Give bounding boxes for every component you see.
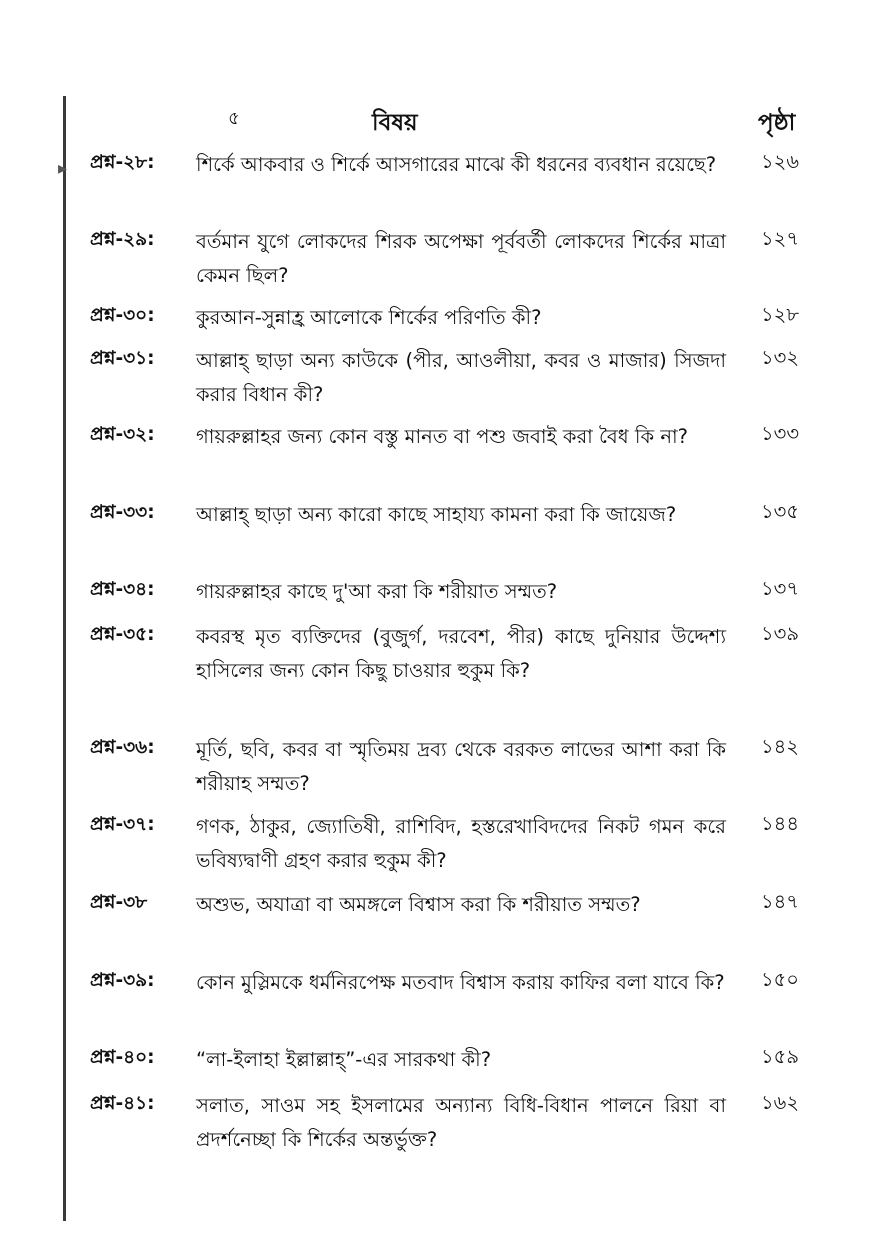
page-number: ১৩২ <box>760 346 799 369</box>
toc-header <box>0 98 870 148</box>
question-text: গায়রুল্লাহর জন্য কোন বস্তু মানত বা পশু জবাই করা বৈধ কি না? <box>196 425 688 448</box>
question-text: অশুভ, অযাত্রা বা অমঙ্গলে বিশ্বাস করা কি শরীয়াত সম্মত? <box>196 893 641 916</box>
page-number: ১২৮ <box>761 303 799 326</box>
page-number: ১৬২ <box>760 1091 799 1114</box>
subject-column-heading: বিষয় <box>372 110 418 136</box>
question-number: প্রশ্ন-২৮: <box>90 152 155 173</box>
question-number: প্রশ্ন-৪০: <box>90 1047 155 1068</box>
question-number: প্রশ্ন-৩২: <box>90 424 155 445</box>
question-text: আল্লাহ্ ছাড়া অন্য কারো কাছে সাহায্য কামনা করা কি জায়েজ? <box>196 503 677 526</box>
question-number: প্রশ্ন-৩৮ <box>90 892 148 913</box>
page-number: ১৩৩ <box>760 422 799 445</box>
question-number: প্রশ্ন-৩৩: <box>90 502 155 523</box>
page-number: ১৩৫ <box>761 500 799 523</box>
question-text: কুরআন-সুন্নাহ্র আলোকে শির্কের পরিণতি কী? <box>196 306 542 329</box>
page-column-heading: পৃষ্ঠা <box>758 110 796 136</box>
page-number: ১৪৭ <box>761 890 799 913</box>
question-number: প্রশ্ন-৩৭: <box>90 814 155 835</box>
question-text: “লা-ইলাহা ইল্লাল্লাহ্”-এর সারকথা কী? <box>196 1048 492 1071</box>
bookmark-arrow-icon: ▸ <box>58 158 68 179</box>
question-number: প্রশ্ন-২৯: <box>90 229 155 250</box>
question-text: আল্লাহ্ ছাড়া অন্য কাউকে (পীর, আওলীয়া, কবর ও মাজার) সিজদা করার বিধান কী? <box>196 349 726 406</box>
page-mark: ৫ <box>228 108 240 129</box>
page-number: ১৪৪ <box>761 812 799 835</box>
question-text: কোন মুস্লিমকে ধর্মনিরপেক্ষ মতবাদ বিশ্বাস করায় কাফির বলা যাবে কি? <box>196 971 725 994</box>
question-text: সলাত, সাওম সহ ইসলামের অন্যান্য বিধি-বিধান পালনে রিয়া বা প্রদর্শনেচ্ছা কি শির্কের অন্তর্ভুক্ত? <box>196 1094 726 1151</box>
question-text: গণক, ঠাকুর, জ্যোতিষী, রাশিবিদ, হস্তরেখাবিদদের নিকট গমন করে ভবিষ্যদ্বাণী গ্রহণ করার হুকুম কী? <box>196 815 726 872</box>
question-text: কবরস্থ মৃত ব্যক্তিদের (বুজুর্গ, দরবেশ, পীর) কাছে দুনিয়ার উদ্দেশ্য হাসিলের জন্য কোন কিছু চাওয়ার হুকুম কি? <box>196 625 726 682</box>
page-number: ১৪২ <box>761 735 799 758</box>
question-number: প্রশ্ন-৩০: <box>90 305 155 326</box>
page-number: ১২৬ <box>760 150 799 173</box>
question-text: মূর্তি, ছবি, কবর বা স্মৃতিময় দ্রব্য থেকে বরকত লাভের আশা করা কি শরীয়াহ সম্মত? <box>196 738 726 795</box>
question-number: প্রশ্ন-৩৪: <box>90 579 155 600</box>
page-number: ১৫০ <box>761 968 799 991</box>
question-text: গায়রুল্লাহর কাছে দু'আ করা কি শরীয়াত সম্মত? <box>196 580 558 603</box>
question-number: প্রশ্ন-৩১: <box>90 348 155 369</box>
page-number: ১৩৭ <box>760 577 799 600</box>
question-text: বর্তমান যুগে লোকদের শিরক অপেক্ষা পূর্ববর্তী লোকদের শির্কের মাত্রা কেমন ছিল? <box>196 230 726 287</box>
binding-line <box>63 96 66 1221</box>
question-number: প্রশ্ন-৩৬: <box>90 737 155 758</box>
page-number: ১২৭ <box>760 227 799 250</box>
question-number: প্রশ্ন-৩৫: <box>90 624 155 645</box>
question-number: প্রশ্ন-৩৯: <box>90 970 155 991</box>
question-text: শির্কে আকবার ও শির্কে আসগারের মাঝে কী ধরনের ব্যবধান রয়েছে? <box>196 153 717 176</box>
page-number: ১৩৯ <box>761 622 799 645</box>
page-number: ১৫৯ <box>761 1045 799 1068</box>
question-number: প্রশ্ন-৪১: <box>90 1093 155 1114</box>
